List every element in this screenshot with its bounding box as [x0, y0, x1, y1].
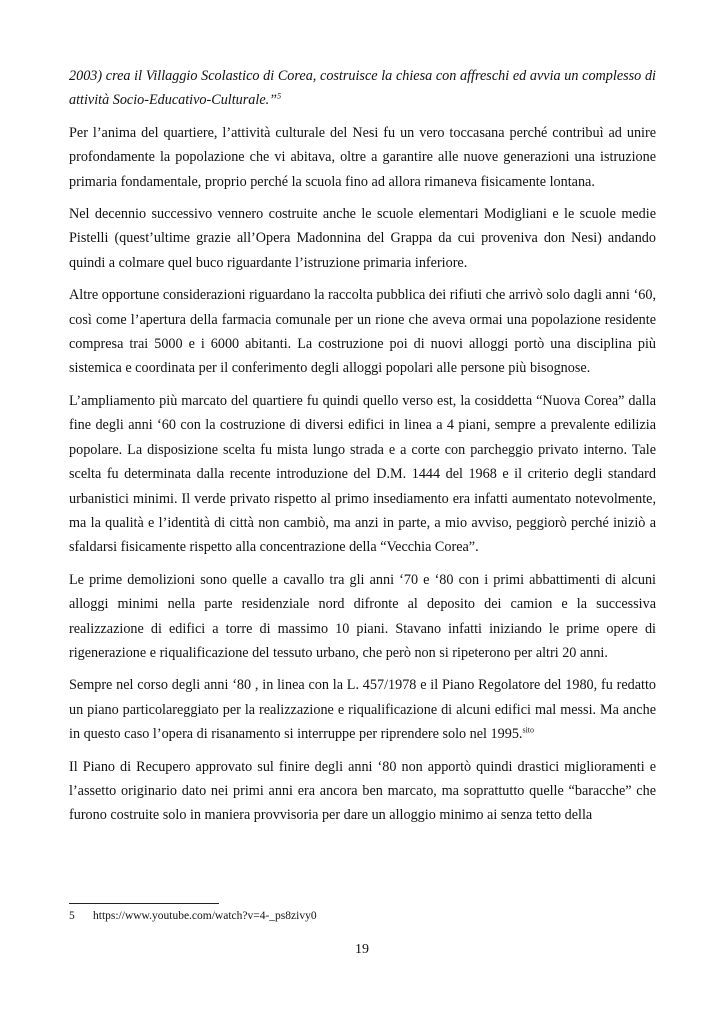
- body-text: [69, 64, 656, 836]
- paragraph-1: Per l’anima del quartiere, l’attività culturale del Nesi fu un vero toccasana perché contribuì ad unire profondamente la popolazione che vi abitava, oltre a garantire alle nuove generazioni una istruzione primaria fondamentale, proprio perché la scuola fino ad allora rimaneva fisicamente lontana.: [69, 124, 656, 190]
- paragraph-7: Il Piano di Recupero approvato sul finire degli anni ‘80 non apportò quindi drastici miglioramenti e l’assetto originario dato nei primi anni era ancora ben marcato, ma soprattutto quelle “baracche” che furono costruite solo in maniera provvisoria per dare un alloggio minimo ai senza tetto della: [69, 758, 656, 824]
- quote-paragraph: [69, 64, 656, 113]
- paragraph-6-text: Sempre nel corso degli anni ‘80 , in linea con la L. 457/1978 e il Piano Regolatore del 1980, fu redatto un piano particolareggiato per la realizzazione e riqualificazione di alcuni edifici mal messi. Ma anche in questo caso l’opera di risanamento si interruppe per riprendere solo nel 1995.: [69, 677, 656, 743]
- footnote: [69, 909, 317, 923]
- footnote-number: 5: [69, 910, 75, 922]
- paragraph-5: Le prime demolizioni sono quelle a cavallo tra gli anni ‘70 e ‘80 con i primi abbattimenti di alcuni alloggi minimi nella parte residenziale nord difronte al deposito dei camion e la successiva realizzazione di edifici a torre di massimo 10 piani. Stavano infatti iniziando le prime opere di rigenerazione e riqualificazione del tessuto urbano, che però non si ripeterono per altri 20 anni.: [69, 571, 656, 661]
- quote-text: 2003) crea il Villaggio Scolastico di Corea, costruisce la chiesa con affreschi ed avvia un complesso di attività Socio-Educativo-Culturale.”: [69, 68, 656, 109]
- paragraph-3: Altre opportune considerazioni riguardano la raccolta pubblica dei rifiuti che arrivò solo dagli anni ‘60, così come l’apertura della farmacia comunale per un rione che aveva ormai una popolazione residente compresa trai 5000 e i 6000 abitanti. La costruzione poi di nuovi alloggi portò una disciplina più sistemica e coordinata per il conferimento degli alloggi popolari alle persone più bisognose.: [69, 287, 656, 377]
- footnote-ref-sito: sito: [522, 725, 535, 735]
- paragraph-4: L’ampliamento più marcato del quartiere fu quindi quello verso est, la cosiddetta “Nuova Corea” dalla fine degli anni ‘60 con la costruzione di diversi edifici in linea a 4 piani, sempre a prevalente edilizia popolare. La disposizione scelta fu mista lungo strada e a corte con parcheggio privato interno. Tale scelta fu determinata dalla recente introduzione del D.M. 1444 del 1968 e il criterio degli standard urbanistici minimi. Il verde privato rispetto al primo insediamento era infatti aumentato notevolmente, ma la qualità e l’identità di città non cambiò, ma anzi in parte, a mio avviso, peggiorò perché iniziò a sfaldarsi fisicamente rispetto alla concentrazione della “Vecchia Corea”.: [69, 392, 656, 556]
- paragraph-6: [69, 673, 656, 746]
- footnote-ref-5: 5: [277, 91, 282, 101]
- paragraph-2: Nel decennio successivo vennero costruite anche le scuole elementari Modigliani e le scuole medie Pistelli (quest’ultime grazie all’Opera Madonnina del Grappa da cui proveniva don Nesi) andando quindi a colmare quel buco riguardante l’istruzione primaria inferiore.: [69, 206, 656, 271]
- footnote-link[interactable]: https://www.youtube.com/watch?v=4-_ps8zivy0: [93, 910, 317, 922]
- page-number: 19: [355, 942, 369, 957]
- footnote-divider: [69, 903, 219, 904]
